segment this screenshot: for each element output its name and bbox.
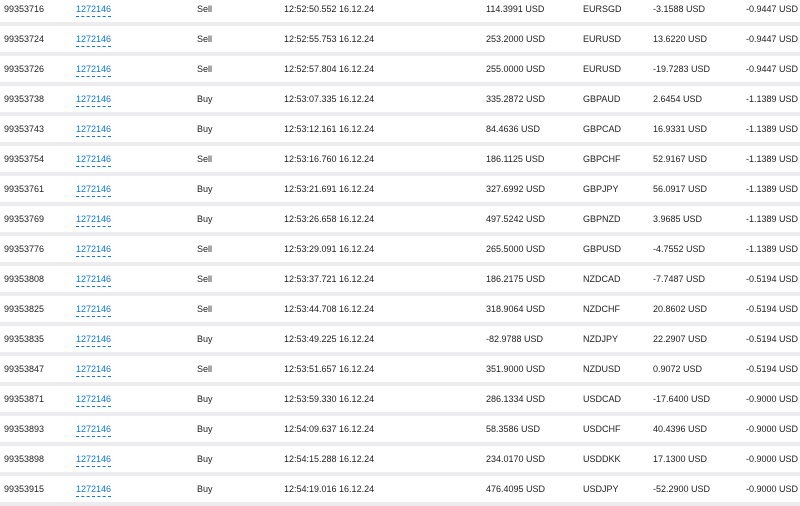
trade-type-cell: Buy [197, 394, 213, 404]
profit-cell: 52.9167 USD [653, 154, 708, 164]
symbol-cell: USDDKK [583, 454, 621, 464]
symbol-cell: GBPCHF [583, 154, 621, 164]
deal-id-cell: 99353761 [4, 184, 45, 194]
deal-id-cell: 99353716 [4, 4, 45, 14]
commission-cell: -1.1389 USD [746, 124, 799, 134]
volume-cell: 497.5242 USD [486, 214, 546, 224]
commission-cell: -0.5194 USD [746, 364, 799, 374]
trade-type-cell: Buy [197, 334, 213, 344]
trade-type-cell: Buy [197, 184, 213, 194]
commission-cell: -0.5194 USD [746, 334, 799, 344]
table-row [0, 476, 800, 506]
account-login-link[interactable]: 1272146 [76, 93, 111, 107]
table-row [0, 236, 800, 266]
symbol-cell: GBPNZD [583, 214, 621, 224]
timestamp-cell: 12:53:59.330 16.12.24 [284, 394, 375, 404]
timestamp-cell: 12:53:07.335 16.12.24 [284, 94, 375, 104]
volume-cell: 318.9064 USD [486, 304, 546, 314]
deal-id-cell: 99353776 [4, 244, 45, 254]
volume-cell: 335.2872 USD [486, 94, 546, 104]
timestamp-cell: 12:53:29.091 16.12.24 [284, 244, 375, 254]
deal-id-cell: 99353808 [4, 274, 45, 284]
profit-cell: 22.2907 USD [653, 334, 708, 344]
commission-cell: -0.9000 USD [746, 394, 799, 404]
trade-type-cell: Sell [197, 64, 213, 74]
deal-id-cell: 99353825 [4, 304, 45, 314]
table-row [0, 326, 800, 356]
volume-cell: 286.1334 USD [486, 394, 546, 404]
timestamp-cell: 12:53:44.708 16.12.24 [284, 304, 375, 314]
volume-cell: 351.9000 USD [486, 364, 546, 374]
commission-cell: -0.9447 USD [746, 64, 799, 74]
trade-type-cell: Buy [197, 94, 213, 104]
volume-cell: 114.3991 USD [486, 4, 545, 14]
symbol-cell: GBPCAD [583, 124, 622, 134]
account-login-link[interactable]: 1272146 [76, 183, 111, 197]
symbol-cell: EURUSD [583, 64, 622, 74]
account-login-link[interactable]: 1272146 [76, 363, 111, 377]
deal-id-cell: 99353754 [4, 154, 45, 164]
profit-cell: -3.1588 USD [653, 4, 706, 14]
profit-cell: 56.0917 USD [653, 184, 708, 194]
timestamp-cell: 12:53:37.721 16.12.24 [284, 274, 375, 284]
deal-id-cell: 99353847 [4, 364, 45, 374]
timestamp-cell: 12:52:57.804 16.12.24 [284, 64, 375, 74]
timestamp-cell: 12:54:09.637 16.12.24 [284, 424, 375, 434]
commission-cell: -1.1389 USD [746, 154, 799, 164]
trade-type-cell: Sell [197, 154, 213, 164]
account-login-link[interactable]: 1272146 [76, 33, 111, 47]
table-row [0, 446, 800, 476]
volume-cell: 253.2000 USD [486, 34, 546, 44]
volume-cell: 476.4095 USD [486, 484, 546, 494]
timestamp-cell: 12:53:26.658 16.12.24 [284, 214, 375, 224]
table-row [0, 146, 800, 176]
table-row [0, 206, 800, 236]
timestamp-cell: 12:54:15.288 16.12.24 [284, 454, 375, 464]
account-login-link[interactable]: 1272146 [76, 243, 111, 257]
volume-cell: 186.2175 USD [486, 274, 546, 284]
trade-type-cell: Sell [197, 304, 213, 314]
volume-cell: 84.4636 USD [486, 124, 541, 134]
account-login-link[interactable]: 1272146 [76, 3, 111, 17]
symbol-cell: USDCHF [583, 424, 621, 434]
symbol-cell: USDCAD [583, 394, 622, 404]
trade-type-cell: Sell [197, 34, 213, 44]
timestamp-cell: 12:54:19.016 16.12.24 [284, 484, 375, 494]
table-row [0, 86, 800, 116]
deal-id-cell: 99353835 [4, 334, 45, 344]
commission-cell: -0.9447 USD [746, 4, 799, 14]
account-login-link[interactable]: 1272146 [76, 303, 111, 317]
trade-type-cell: Sell [197, 4, 213, 14]
profit-cell: 17.1300 USD [653, 454, 708, 464]
table-row [0, 416, 800, 446]
commission-cell: -1.1389 USD [746, 94, 799, 104]
account-login-link[interactable]: 1272146 [76, 333, 111, 347]
commission-cell: -1.1389 USD [746, 244, 799, 254]
commission-cell: -0.5194 USD [746, 304, 799, 314]
deal-id-cell: 99353893 [4, 424, 45, 434]
volume-cell: 58.3586 USD [486, 424, 541, 434]
profit-cell: -52.2900 USD [653, 484, 711, 494]
deal-id-cell: 99353871 [4, 394, 45, 404]
trade-type-cell: Sell [197, 274, 213, 284]
account-login-link[interactable]: 1272146 [76, 423, 111, 437]
timestamp-cell: 12:52:55.753 16.12.24 [284, 34, 375, 44]
volume-cell: 234.0170 USD [486, 454, 546, 464]
symbol-cell: GBPJPY [583, 184, 619, 194]
trade-type-cell: Sell [197, 244, 213, 254]
account-login-link[interactable]: 1272146 [76, 483, 111, 497]
deal-id-cell: 99353915 [4, 484, 45, 494]
commission-cell: -1.1389 USD [746, 184, 799, 194]
volume-cell: 265.5000 USD [486, 244, 546, 254]
timestamp-cell: 12:53:21.691 16.12.24 [284, 184, 375, 194]
symbol-cell: USDJPY [583, 484, 619, 494]
timestamp-cell: 12:53:16.760 16.12.24 [284, 154, 375, 164]
symbol-cell: GBPUSD [583, 244, 622, 254]
profit-cell: -7.7487 USD [653, 274, 706, 284]
profit-cell: -19.7283 USD [653, 64, 711, 74]
account-login-link[interactable]: 1272146 [76, 453, 111, 467]
profit-cell: 0.9072 USD [653, 364, 703, 374]
commission-cell: -0.9447 USD [746, 34, 799, 44]
table-row [0, 56, 800, 86]
profit-cell: 40.4396 USD [653, 424, 708, 434]
table-row [0, 356, 800, 386]
symbol-cell: EURSGD [583, 4, 622, 14]
trade-type-cell: Buy [197, 484, 213, 494]
volume-cell: 327.6992 USD [486, 184, 546, 194]
deal-id-cell: 99353724 [4, 34, 45, 44]
commission-cell: -0.9000 USD [746, 484, 799, 494]
table-row [0, 0, 800, 26]
table-row [0, 266, 800, 296]
account-login-link[interactable]: 1272146 [76, 273, 111, 287]
trade-type-cell: Buy [197, 424, 213, 434]
table-row [0, 296, 800, 326]
account-login-link[interactable]: 1272146 [76, 63, 111, 77]
symbol-cell: NZDUSD [583, 364, 621, 374]
profit-cell: 3.9685 USD [653, 214, 703, 224]
account-login-link[interactable]: 1272146 [76, 393, 111, 407]
trade-type-cell: Buy [197, 454, 213, 464]
account-login-link[interactable]: 1272146 [76, 213, 111, 227]
timestamp-cell: 12:53:49.225 16.12.24 [284, 334, 375, 344]
commission-cell: -0.9000 USD [746, 424, 799, 434]
deal-id-cell: 99353726 [4, 64, 45, 74]
timestamp-cell: 12:52:50.552 16.12.24 [284, 4, 375, 14]
deal-id-cell: 99353738 [4, 94, 45, 104]
account-login-link[interactable]: 1272146 [76, 123, 111, 137]
profit-cell: 16.9331 USD [653, 124, 708, 134]
commission-cell: -1.1389 USD [746, 214, 799, 224]
deal-id-cell: 99353769 [4, 214, 45, 224]
account-login-link[interactable]: 1272146 [76, 153, 111, 167]
profit-cell: 13.6220 USD [653, 34, 708, 44]
timestamp-cell: 12:53:12.161 16.12.24 [284, 124, 375, 134]
volume-cell: -82.9788 USD [486, 334, 544, 344]
symbol-cell: NZDCHF [583, 304, 620, 314]
trade-type-cell: Buy [197, 214, 213, 224]
profit-cell: 2.6454 USD [653, 94, 703, 104]
table-row [0, 116, 800, 146]
trade-type-cell: Buy [197, 124, 213, 134]
table-row [0, 386, 800, 416]
table-row [0, 176, 800, 206]
timestamp-cell: 12:53:51.657 16.12.24 [284, 364, 375, 374]
volume-cell: 186.1125 USD [486, 154, 545, 164]
symbol-cell: EURUSD [583, 34, 622, 44]
volume-cell: 255.0000 USD [486, 64, 546, 74]
profit-cell: -4.7552 USD [653, 244, 706, 254]
trade-type-cell: Sell [197, 364, 213, 374]
symbol-cell: GBPAUD [583, 94, 621, 104]
deal-id-cell: 99353743 [4, 124, 45, 134]
deal-id-cell: 99353898 [4, 454, 45, 464]
symbol-cell: NZDCAD [583, 274, 621, 284]
profit-cell: 20.8602 USD [653, 304, 708, 314]
table-row [0, 26, 800, 56]
profit-cell: -17.6400 USD [653, 394, 711, 404]
commission-cell: -0.5194 USD [746, 274, 799, 284]
symbol-cell: NZDJPY [583, 334, 619, 344]
commission-cell: -0.9000 USD [746, 454, 799, 464]
